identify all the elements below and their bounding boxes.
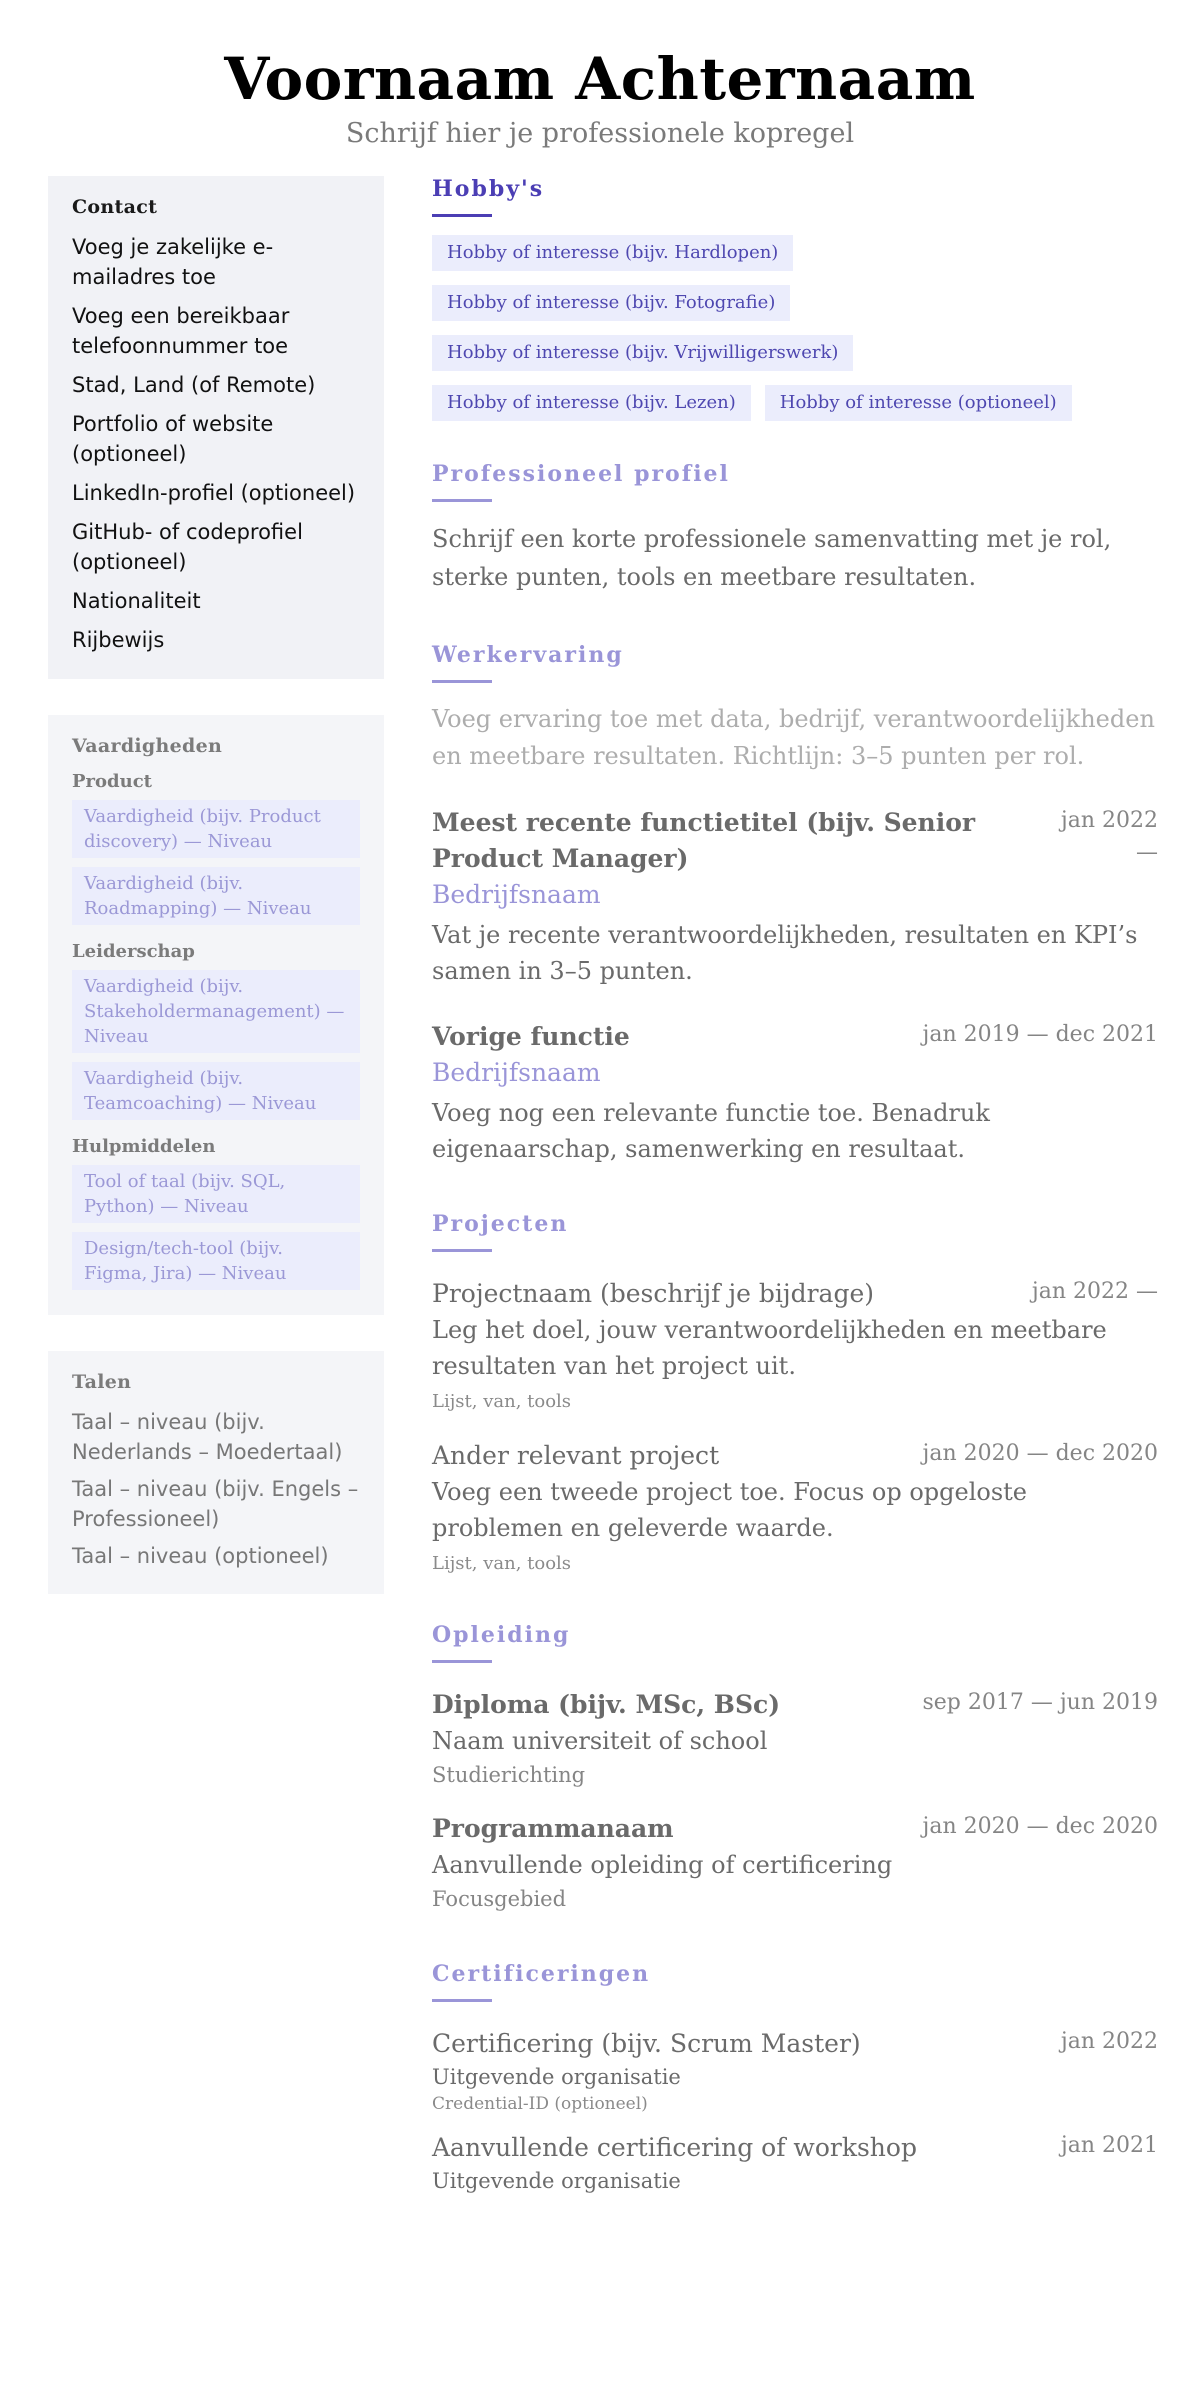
job-description: Vat je recente verantwoordelijkheden, resultaten en KPI’s samen in 3–5 punten. (432, 921, 1138, 985)
profile-summary: Schrijf een korte professionele samenvatting met je rol, sterke punten, tools en meetbare resultaten. (432, 525, 1112, 591)
contact-github: GitHub- of codeprofiel (optioneel) (72, 520, 303, 574)
section-divider (432, 214, 492, 217)
experience-entry (432, 805, 1158, 989)
skill-chip: Vaardigheid (bijv. Product discovery) — Niveau (72, 800, 360, 858)
contact-portfolio: Portfolio of website (optioneel) (72, 412, 274, 466)
education-entry (432, 1687, 1158, 1791)
job-description: Voeg nog een relevante functie toe. Benadruk eigenaarschap, samenwerking en resultaat. (432, 1099, 990, 1163)
hobby-chip: Hobby of interesse (bijv. Hardlopen) (432, 235, 793, 271)
main-content (432, 176, 1158, 2196)
school-name: Aanvullende opleiding of certificering (432, 1851, 893, 1879)
skill-group-title: Leiderschap (72, 941, 195, 962)
job-date: jan 2019 — dec 2021 (922, 1022, 1158, 1047)
certifications-title: Certificeringen (432, 1961, 651, 1987)
hobby-chip: Hobby of interesse (optioneel) (765, 385, 1072, 421)
contact-location: Stad, Land (of Remote) (72, 373, 316, 397)
certification-entry (432, 2130, 1158, 2196)
education-date: jan 2020 — dec 2020 (922, 1814, 1158, 1839)
company-name: Bedrijfsnaam (432, 880, 601, 909)
section-divider (432, 1660, 492, 1663)
languages-title: Talen (72, 1371, 132, 1393)
experience-hint: Voeg ervaring toe met data, bedrijf, verantwoordelijkheden en meetbare resultaten. Richtlijn: 3–5 punten per rol. (432, 705, 1155, 770)
language-item: Taal – niveau (bijv. Nederlands – Moedertaal) (72, 1410, 343, 1464)
sidebar (48, 176, 384, 2196)
skill-chip: Design/tech-tool (bijv. Figma, Jira) — Niveau (72, 1232, 360, 1290)
language-item: Taal – niveau (optioneel) (72, 1544, 329, 1568)
project-tools: Lijst, van, tools (432, 1553, 572, 1574)
contact-linkedin: LinkedIn-profiel (optioneel) (72, 481, 356, 505)
hobby-chip: Hobby of interesse (bijv. Vrijwilligerswerk) (432, 335, 853, 371)
contact-nationality: Nationaliteit (72, 589, 201, 613)
section-divider (432, 499, 492, 502)
project-date: jan 2020 — dec 2020 (922, 1441, 1158, 1466)
project-title: Ander relevant project (432, 1441, 720, 1470)
job-title: Vorige functie (432, 1022, 630, 1051)
skills-title: Vaardigheden (72, 735, 223, 757)
projects-title: Projecten (432, 1211, 569, 1237)
issuing-organization: Uitgevende organisatie (432, 2169, 681, 2193)
profile-section (432, 461, 1158, 596)
skill-chip: Vaardigheid (bijv. Roadmapping) — Niveau (72, 867, 360, 925)
section-divider (432, 680, 492, 683)
program-title: Programmanaam (432, 1814, 674, 1843)
professional-tagline: Schrijf hier je professionele kopregel (345, 118, 855, 149)
project-title: Projectnaam (beschrijf je bijdrage) (432, 1279, 875, 1308)
experience-title: Werkervaring (432, 642, 624, 668)
hobby-row (432, 285, 1158, 321)
degree-title: Diploma (bijv. MSc, BSc) (432, 1690, 781, 1719)
education-title: Opleiding (432, 1622, 571, 1648)
job-date: jan 2022 — (1060, 808, 1158, 865)
project-entry (432, 1438, 1158, 1576)
contact-panel (48, 176, 384, 679)
resume-header (0, 0, 1200, 176)
certification-title: Certificering (bijv. Scrum Master) (432, 2029, 861, 2058)
skill-chip: Tool of taal (bijv. SQL, Python) — Niveau (72, 1165, 360, 1223)
contact-email: Voeg je zakelijke e-mailadres toe (72, 235, 274, 289)
language-item: Taal – niveau (bijv. Engels – Professioneel) (72, 1477, 359, 1531)
languages-panel (48, 1351, 384, 1594)
certification-date: jan 2022 (1060, 2029, 1158, 2054)
contact-phone: Voeg een bereikbaar telefoonnummer toe (72, 304, 290, 358)
education-section (432, 1622, 1158, 1915)
projects-section (432, 1211, 1158, 1576)
hobby-row (432, 335, 1158, 371)
study-field: Studierichting (432, 1763, 586, 1787)
experience-entry (432, 1019, 1158, 1167)
experience-section (432, 642, 1158, 1167)
certification-title: Aanvullende certificering of workshop (432, 2133, 917, 2162)
certification-entry (432, 2026, 1158, 2116)
project-date: jan 2022 — (1031, 1279, 1158, 1304)
project-description: Voeg een tweede project toe. Focus op opgeloste problemen en geleverde waarde. (432, 1478, 1027, 1542)
credential-id: Credential-ID (optioneel) (432, 2094, 648, 2114)
project-description: Leg het doel, jouw verantwoordelijkheden en meetbare resultaten van het project uit. (432, 1316, 1107, 1380)
skill-group-title: Product (72, 771, 152, 792)
project-entry (432, 1276, 1158, 1414)
skill-chip: Vaardigheid (bijv. Teamcoaching) — Niveau (72, 1062, 360, 1120)
school-name: Naam universiteit of school (432, 1727, 768, 1755)
project-tools: Lijst, van, tools (432, 1391, 572, 1412)
profile-title: Professioneel profiel (432, 461, 730, 487)
hobby-chip: Hobby of interesse (bijv. Lezen) (432, 385, 751, 421)
skill-group-title: Hulpmiddelen (72, 1136, 216, 1157)
education-entry (432, 1811, 1158, 1915)
person-name: Voornaam Achternaam (224, 45, 976, 113)
skills-panel (48, 715, 384, 1315)
section-divider (432, 1999, 492, 2002)
resume-body (0, 176, 1200, 2196)
company-name: Bedrijfsnaam (432, 1058, 601, 1087)
hobbies-title: Hobby's (432, 176, 545, 202)
section-divider (432, 1249, 492, 1252)
hobbies-section (432, 176, 1158, 421)
skill-chip: Vaardigheid (bijv. Stakeholdermanagement) — Niveau (72, 970, 360, 1053)
certifications-section (432, 1961, 1158, 2196)
hobby-row (432, 235, 1158, 271)
contact-title: Contact (72, 196, 158, 218)
certification-date: jan 2021 (1060, 2133, 1158, 2158)
hobby-chip: Hobby of interesse (bijv. Fotografie) (432, 285, 790, 321)
hobby-row (432, 385, 1158, 421)
study-field: Focusgebied (432, 1887, 567, 1911)
job-title: Meest recente functietitel (bijv. Senior Product Manager) (432, 808, 976, 873)
issuing-organization: Uitgevende organisatie (432, 2065, 681, 2089)
contact-drivers-license: Rijbewijs (72, 628, 165, 652)
education-date: sep 2017 — jun 2019 (922, 1690, 1158, 1715)
